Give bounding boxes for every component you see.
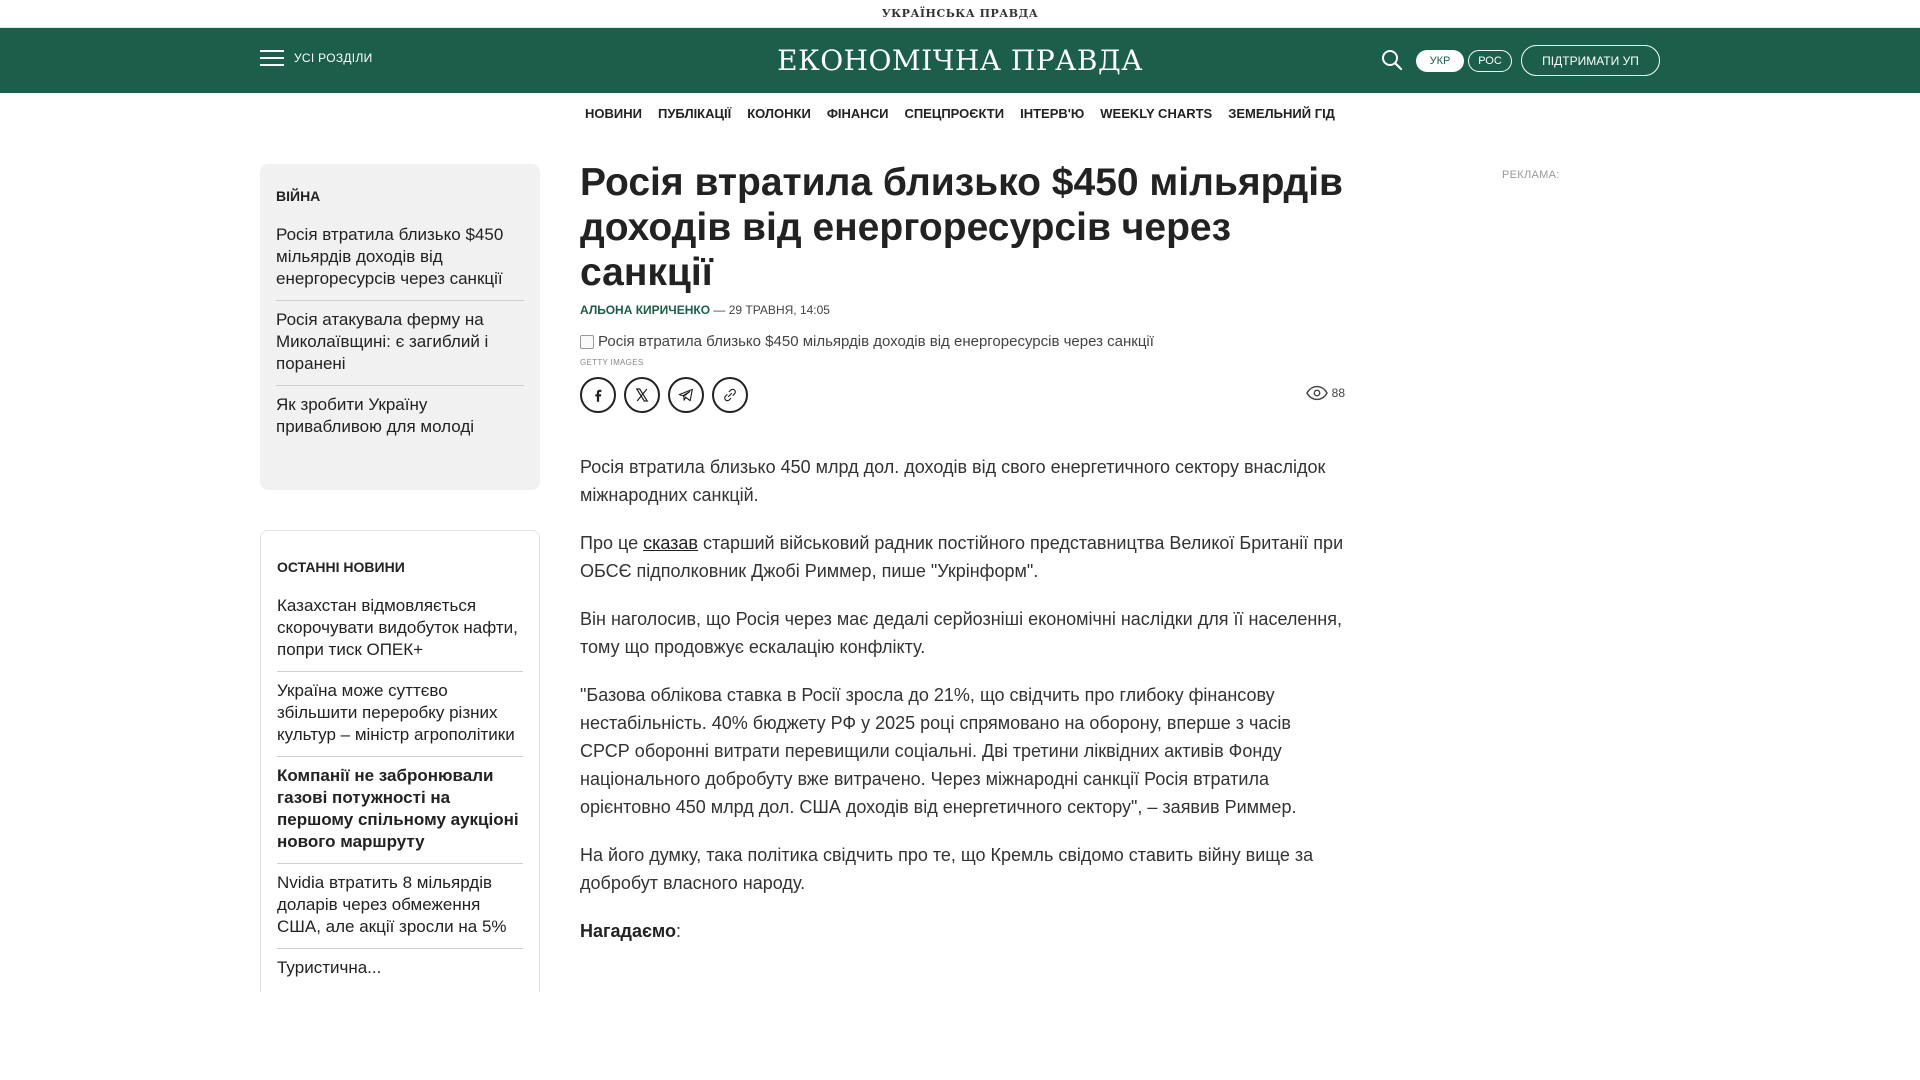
- list-item[interactable]: Росія втратила близько $450 мільярдів доходів від енергоресурсів через санкції: [276, 216, 524, 301]
- list-item[interactable]: Як зробити Україну привабливою для молоді: [276, 395, 475, 436]
- site-logo[interactable]: ЕКОНОМІЧНА ПРАВДА: [777, 44, 1143, 77]
- article-date: 29 ТРАВНЯ, 14:05: [728, 303, 830, 317]
- share-row: [580, 377, 1345, 415]
- paragraph: Він наголосив, що Росія через має дедалі серйозніші економічні наслідки для її населення, тому що продовжує ескалацію конфлікту.: [580, 609, 1342, 657]
- x-icon: [633, 386, 651, 404]
- article: [580, 160, 1345, 965]
- author-link[interactable]: АЛЬОНА КИРИЧЕНКО: [580, 303, 711, 317]
- war-card-title[interactable]: ВІЙНА: [276, 188, 321, 204]
- all-sections-button[interactable]: [260, 50, 373, 66]
- hero-image-alt: Росія втратила близько $450 мільярдів доходів від енергоресурсів через санкції: [598, 333, 1154, 350]
- list-item[interactable]: Туристична...: [277, 958, 382, 977]
- eye-icon: [1306, 385, 1328, 401]
- image-credit: GETTY IMAGES: [580, 358, 644, 367]
- nav-item-land-guide[interactable]: ЗЕМЕЛЬНИЙ ГІД: [1228, 105, 1335, 121]
- facebook-icon: [589, 386, 607, 404]
- search-icon[interactable]: [1380, 48, 1404, 72]
- nav-item-finance[interactable]: ФІНАНСИ: [826, 105, 889, 121]
- lang-ukr-button[interactable]: УКР: [1416, 50, 1464, 72]
- top-strip: [0, 0, 1920, 28]
- article-body: [580, 453, 1345, 945]
- article-byline: [580, 303, 1345, 317]
- article-headline: Росія втратила близько $450 мільярдів доходів від енергоресурсів через санкції: [580, 161, 1344, 294]
- all-sections-label: УСІ РОЗДІЛИ: [294, 51, 373, 65]
- byline-separator: —: [710, 303, 729, 317]
- paragraph: [580, 917, 1345, 945]
- nav-item-weekly-charts[interactable]: WEEKLY CHARTS: [1100, 105, 1213, 121]
- page-bottom-area: [0, 992, 1920, 1080]
- broken-image-icon: [580, 335, 594, 349]
- latest-news-card: [260, 530, 540, 1000]
- copy-link-button[interactable]: [712, 377, 748, 413]
- view-count: [1306, 385, 1345, 401]
- nav-item-special-projects[interactable]: СПЕЦПРОЄКТИ: [904, 105, 1005, 121]
- list-item[interactable]: Nvidia втратить 8 мільярдів доларів через обмеження США, але акції зросли на 5%: [277, 864, 523, 949]
- paragraph-text: Про це: [580, 533, 644, 553]
- reminder-colon: :: [675, 921, 681, 941]
- share-facebook-button[interactable]: [580, 377, 616, 413]
- paragraph: На його думку, така політика свідчить про те, що Кремль свідомо ставить війну вище за добробут власного народу.: [580, 845, 1314, 893]
- share-x-button[interactable]: [624, 377, 660, 413]
- nav-item-columns[interactable]: КОЛОНКИ: [747, 105, 811, 121]
- nav-item-interviews[interactable]: ІНТЕРВ'Ю: [1020, 105, 1085, 121]
- paragraph: "Базова облікова ставка в Росії зросла до 21%, що свідчить про глибоку фінансову нестабільність. 40% бюджету РФ у 2025 році спрямовано на оборону, вперше з часів СРСР оборонні витрати перевищили соціальні. Дві третини ліквідних активів Фонду національного добробуту вже витрачено. Через міжнародні санкції Росія втратила орієнтовно 450 млрд дол. США доходів від енергетичного сектору", – заявив Риммер.: [580, 685, 1297, 817]
- war-news-card: [260, 164, 540, 490]
- up-brand-link[interactable]: УКРАЇНСЬКА ПРАВДА: [881, 7, 1039, 20]
- source-link[interactable]: сказав: [643, 533, 698, 553]
- list-item[interactable]: Компанії не забронювали газові потужності на першому спільному аукціоні нового маршруту: [277, 757, 523, 864]
- list-item[interactable]: Росія атакувала ферму на Миколаївщині: є загиблий і поранені: [276, 301, 524, 386]
- paragraph-text: старший військовий радник постійного представництва Великої Британії при ОБСЄ підполковник Джобі Риммер, пише "Укрінформ".: [580, 533, 1344, 581]
- latest-card-title[interactable]: ОСТАННІ НОВИНИ: [277, 559, 405, 575]
- lang-ros-button[interactable]: РОС: [1468, 50, 1512, 72]
- menu-icon: [260, 50, 284, 66]
- list-item[interactable]: Україна може суттєво збільшити переробку різних культур – міністр агрополітики: [277, 672, 523, 757]
- site-header: [0, 28, 1920, 93]
- nav-item-publications[interactable]: ПУБЛІКАЦІЇ: [658, 105, 732, 121]
- nav-item-news[interactable]: НОВИНИ: [585, 105, 642, 121]
- ad-label: РЕКЛАМА:: [1502, 169, 1560, 181]
- paragraph: [580, 529, 1345, 585]
- reminder-label: Нагадаємо: [580, 921, 676, 941]
- link-icon: [721, 386, 739, 404]
- hero-image: [580, 333, 1345, 350]
- share-telegram-button[interactable]: [668, 377, 704, 413]
- support-up-button[interactable]: ПІДТРИМАТИ УП: [1521, 45, 1660, 76]
- list-item[interactable]: Казахстан відмовляється скорочувати видобуток нафти, попри тиск ОПЕК+: [277, 587, 523, 672]
- paragraph: Росія втратила близько 450 млрд дол. доходів від свого енергетичного сектору внаслідок міжнародних санкцій.: [580, 457, 1326, 505]
- main-nav: [0, 93, 1920, 133]
- telegram-icon: [677, 386, 695, 404]
- view-count-value: 88: [1331, 386, 1345, 400]
